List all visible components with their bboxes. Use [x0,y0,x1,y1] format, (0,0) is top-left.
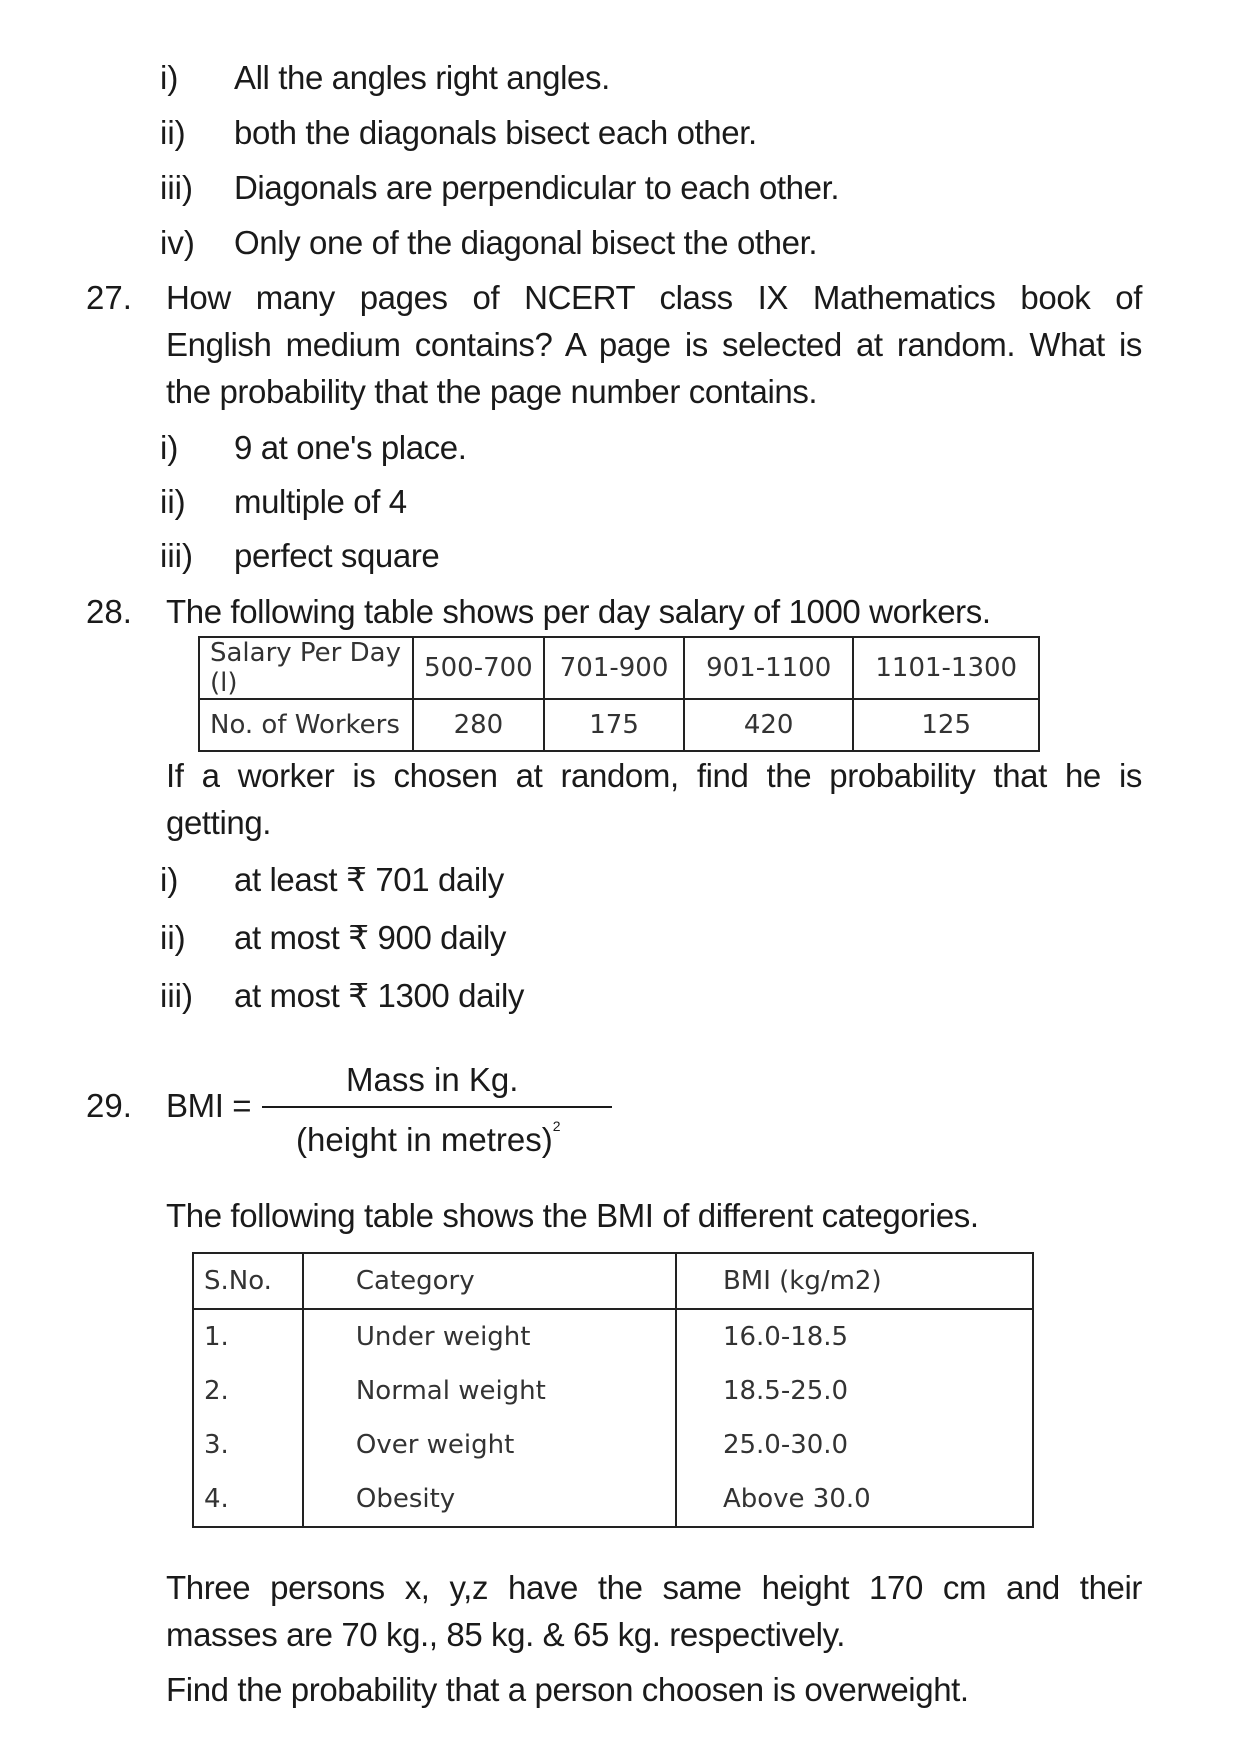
table-cell: 16.0-18.5 [676,1309,1033,1364]
option-number: iii) [160,169,193,206]
question-text-line: masses are 70 kg., 85 kg. & 65 kg. respectively. [166,1616,846,1653]
question-number: 29. [86,1087,132,1124]
table-row [199,699,1039,751]
bmi-table [192,1252,1034,1528]
table-cell: Normal weight [303,1364,676,1418]
table-cell: 3. [193,1418,303,1472]
question-text-line: The following table shows the BMI of different categories. [166,1197,979,1234]
table-cell: 420 [684,699,854,751]
table-cell: Salary Per Day (l) [199,637,413,699]
option-number: iii) [160,537,193,574]
table-cell: 25.0-30.0 [676,1418,1033,1472]
salary-table [198,636,1040,752]
question-text-line: getting. [166,804,272,841]
table-cell: 175 [544,699,684,751]
table-cell: 1101-1300 [853,637,1039,699]
table-row [193,1364,1033,1418]
question-text-line: If a worker is chosen at random, find the probability that he is [166,757,1142,794]
table-row [199,637,1039,699]
option-number: ii) [160,919,186,956]
option-number: iv) [160,224,195,261]
formula-denominator [296,1106,561,1160]
table-cell: 701-900 [544,637,684,699]
table-cell: Above 30.0 [676,1472,1033,1527]
option-text: perfect square [234,537,440,574]
option-text: at least ₹ 701 daily [234,861,504,898]
question-text-line: How many pages of NCERT class IX Mathematics book of [166,279,1142,316]
table-cell: 901-1100 [684,637,854,699]
question-text-line: The following table shows per day salary of 1000 workers. [166,593,991,630]
option-number: i) [160,59,179,96]
option-text: All the angles right angles. [234,59,610,96]
option-text: Only one of the diagonal bisect the other. [234,224,818,261]
option-number: i) [160,861,179,898]
question-number: 28. [86,593,132,630]
table-header-cell: S.No. [193,1253,303,1309]
option-text: at most ₹ 1300 daily [234,977,524,1014]
table-cell: Obesity [303,1472,676,1527]
table-cell: 125 [853,699,1039,751]
table-cell: No. of Workers [199,699,413,751]
option-text: Diagonals are perpendicular to each other. [234,169,840,206]
option-number: iii) [160,977,193,1014]
table-header-cell: BMI (kg/m2) [676,1253,1033,1309]
table-row [193,1309,1033,1364]
table-cell: Over weight [303,1418,676,1472]
table-cell: 500-700 [413,637,545,699]
table-header-row [193,1253,1033,1309]
option-text: multiple of 4 [234,483,407,520]
bmi-label: BMI = [166,1087,252,1124]
table-cell: 4. [193,1472,303,1527]
table-cell: 1. [193,1309,303,1364]
option-text: at most ₹ 900 daily [234,919,507,956]
table-cell: 2. [193,1364,303,1418]
table-cell: Under weight [303,1309,676,1364]
question-number: 27. [86,279,132,316]
table-row [193,1472,1033,1527]
formula-numerator: Mass in Kg. [346,1061,519,1098]
option-text: 9 at one's place. [234,429,467,466]
table-row [193,1418,1033,1472]
table-header-cell: Category [303,1253,676,1309]
option-number: i) [160,429,179,466]
exponent: 2 [552,1118,561,1134]
option-number: ii) [160,483,186,520]
question-text-line: the probability that the page number contains. [166,373,818,410]
denominator-text: (height in metres) [296,1121,553,1158]
option-text: both the diagonals bisect each other. [234,114,757,151]
table-cell: 18.5-25.0 [676,1364,1033,1418]
option-number: ii) [160,114,186,151]
question-text-line: Three persons x, y,z have the same height 170 cm and their [166,1569,1142,1606]
table-cell: 280 [413,699,545,751]
question-text-line: Find the probability that a person choosen is overweight. [166,1671,969,1708]
question-text-line: English medium contains? A page is selected at random. What is [166,326,1142,363]
